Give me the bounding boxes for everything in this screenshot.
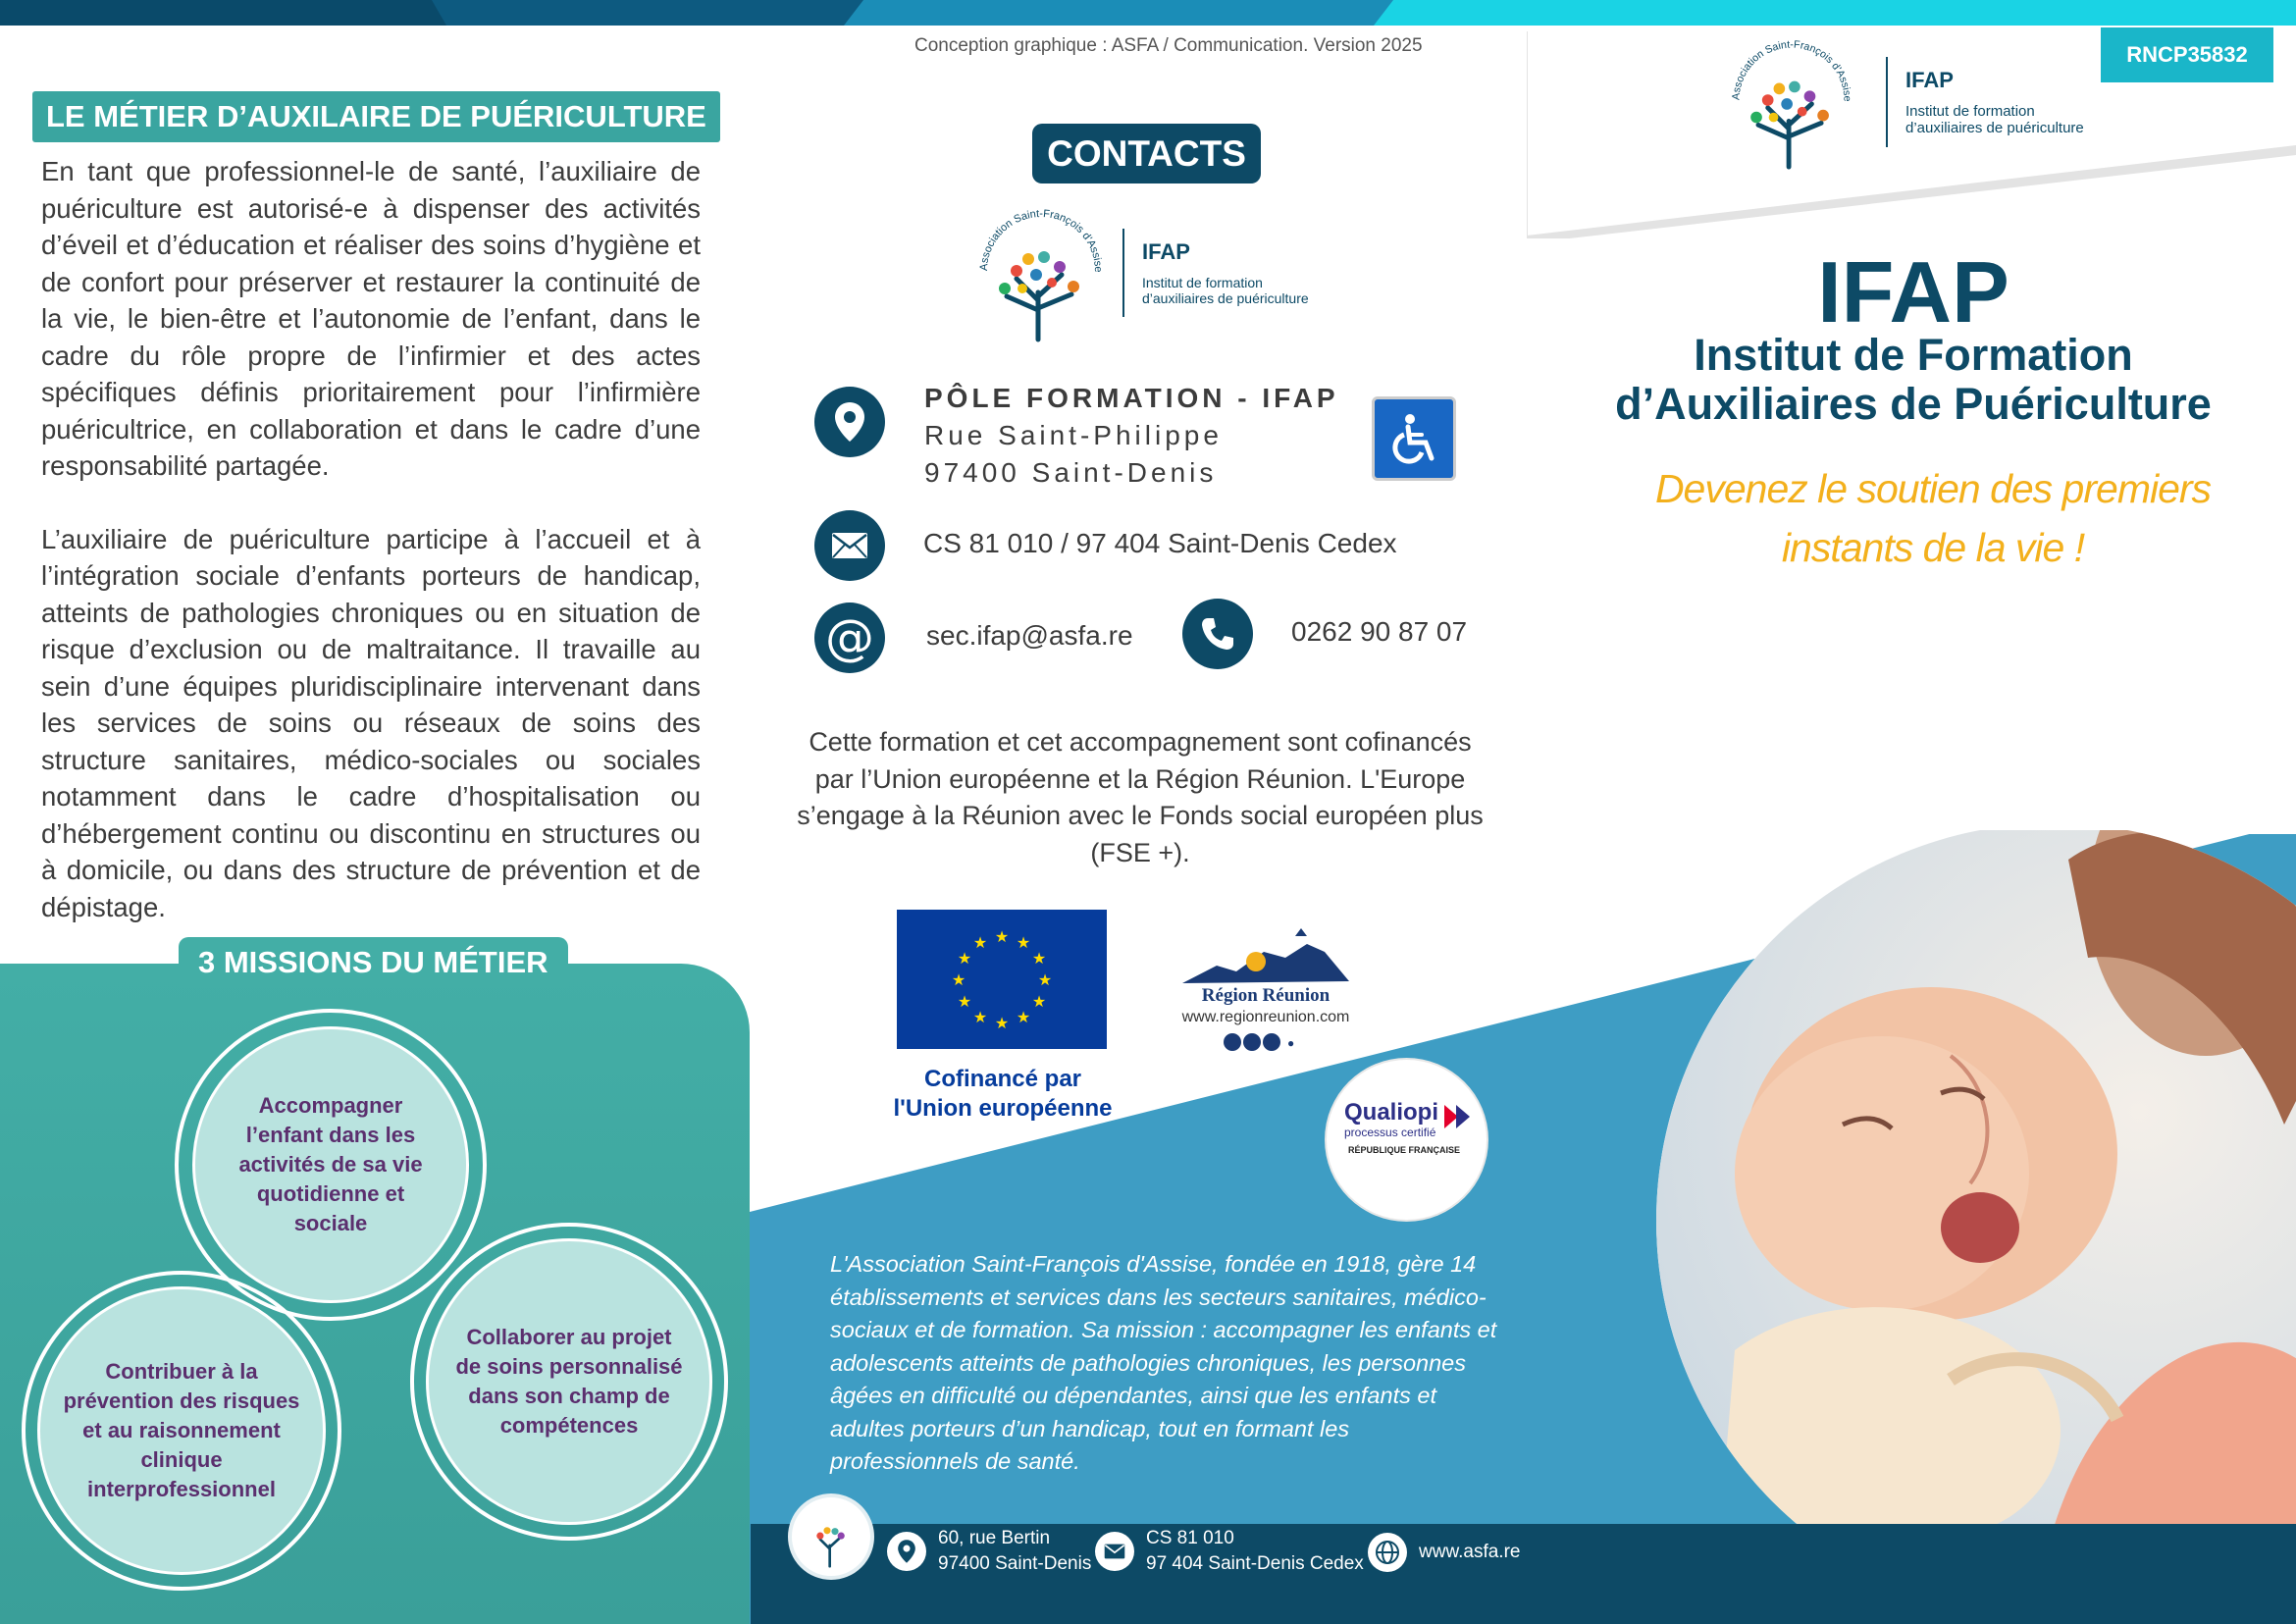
email-at-icon: @ xyxy=(814,602,885,673)
footer-postal-line-2: 97 404 Saint-Denis Cedex xyxy=(1146,1553,1364,1574)
svg-text:★: ★ xyxy=(972,1008,988,1026)
wheelchair-accessible-icon xyxy=(1372,396,1456,481)
region-name: Région Réunion xyxy=(1201,985,1331,1006)
logo-name: IFAP xyxy=(1905,68,1954,92)
svg-text:★: ★ xyxy=(1031,992,1047,1011)
logo-line-2: d’auxiliaires de puériculture xyxy=(1142,290,1309,306)
footer-postal-line-1: CS 81 010 xyxy=(1146,1528,1234,1548)
footer-postal xyxy=(1095,1526,1364,1577)
cover-subtitle-line-2: d’Auxiliaires de Puériculture xyxy=(1615,379,2212,429)
cover-title: IFAP xyxy=(1817,243,2009,341)
email-link[interactable]: sec.ifap@asfa.re xyxy=(926,620,1133,651)
mail-envelope-icon xyxy=(814,510,885,581)
top-decorative-band xyxy=(0,0,2296,26)
region-url: www.regionreunion.com xyxy=(1181,1009,1350,1025)
svg-text:Association Saint-François d'A xyxy=(978,208,1104,273)
logo-arc-text: Association Saint-François d'Assise xyxy=(1730,38,1853,102)
svg-text:★: ★ xyxy=(972,933,988,952)
ifap-logo-cover xyxy=(1715,33,2084,171)
tagline-line-2: instants de la vie ! xyxy=(1781,525,2085,570)
tagline-line-1: Devenez le soutien des premiers xyxy=(1654,466,2212,511)
eu-caption-line-2: l'Union européenne xyxy=(893,1095,1113,1122)
footer-globe-icon xyxy=(1368,1533,1407,1572)
tree-logo-icon xyxy=(1715,33,1868,171)
tree-logo-icon xyxy=(977,202,1105,343)
qualiopi-badge xyxy=(1327,1060,1487,1220)
svg-text:Association Saint-François d'A xyxy=(1730,39,1852,102)
contacts-heading: CONTACTS xyxy=(1032,124,1261,183)
svg-text:★: ★ xyxy=(1031,949,1047,968)
cover-subtitle-line-1: Institut de Formation xyxy=(1694,330,2133,380)
svg-text:★: ★ xyxy=(1016,1008,1031,1026)
ifap-logo-middle xyxy=(977,202,1309,343)
association-description: L'Association Saint-François d'Assise, fondée en 1918, gère 14 établissements et services dans les secteurs sanitaires, médico-sociaux et de formation. Sa mission : accompagner les enfants et adolescents atteints de pathologies chroniques, les personnes âgées en difficulté ou dépendantes, ainsi que les enfants et adultes porteurs d’un handicap, tout en formant les professionnels de santé. xyxy=(830,1251,1497,1474)
job-section-title: LE MÉTIER D’AUXILAIRE DE PUÉRICULTURE xyxy=(32,91,720,142)
design-credit: Conception graphique : ASFA / Communication. Version 2025 xyxy=(914,35,1423,56)
qualiopi-rf: RÉPUBLIQUE FRANÇAISE xyxy=(1348,1145,1461,1155)
phone-icon xyxy=(1182,599,1253,669)
cofinancing-text: Cette formation et cet accompagnement sont cofinancés par l’Union européenne et la Région Réunion. L'Europe s’engage à la Réunion avec le Fonds social européen plus (FSE +). xyxy=(797,727,1484,867)
mission-bubble-2 xyxy=(410,1223,728,1541)
address-city: 97400 Saint-Denis xyxy=(924,457,1218,488)
footer-address-line-1: 60, rue Bertin xyxy=(938,1528,1051,1548)
address-street: Rue Saint-Philippe xyxy=(924,420,1223,450)
svg-text:★: ★ xyxy=(1016,933,1031,952)
cover-subtitle xyxy=(1531,331,2296,429)
qualiopi-sub: processus certifié xyxy=(1344,1126,1436,1139)
svg-text:★: ★ xyxy=(994,927,1010,946)
footer-website-link[interactable]: www.asfa.re xyxy=(1419,1542,1521,1562)
logo-line-1: Institut de formation xyxy=(1905,103,2035,120)
job-paragraph-1: En tant que professionnel-le de santé, l’auxiliaire de puériculture est autorisé-e à dispenser des activités d’éveil et d’éducation et réaliser des soins d’hygiène et de confort pour préserver et restaurer la continuité de la vie, le bien-être et l’autonomie de l’enfant, dans le cadre du rôle propre de l’infirmier et des actes spécifiques définis prioritairement pour l’infirmière puéricultrice, en collaboration et dans le cadre d’une responsabilité partagée. xyxy=(41,156,701,481)
logo-name: IFAP xyxy=(1142,239,1190,264)
footer-association-logo xyxy=(788,1493,874,1580)
mission-bubble-1 xyxy=(175,1009,487,1321)
logo-line-1: Institut de formation xyxy=(1142,275,1263,290)
logo-line-2: d’auxiliaires de puériculture xyxy=(1905,120,2084,136)
missions-title: 3 MISSIONS DU MÉTIER xyxy=(179,937,568,988)
location-pin-icon xyxy=(814,387,885,457)
cover-tagline xyxy=(1590,459,2276,577)
svg-text:★: ★ xyxy=(957,992,972,1011)
phone-number[interactable]: 0262 90 87 07 xyxy=(1291,616,1468,647)
footer-mail-icon xyxy=(1095,1532,1134,1571)
svg-text:★: ★ xyxy=(994,1014,1010,1032)
postal-address: CS 81 010 / 97 404 Saint-Denis Cedex xyxy=(923,528,1397,558)
qualiopi-name: Qualiopi xyxy=(1344,1099,1438,1126)
baby-photo xyxy=(1656,830,2296,1624)
svg-text:●: ● xyxy=(1287,1036,1295,1050)
address-title: PÔLE FORMATION - IFAP xyxy=(924,383,1339,413)
footer-address-line-2: 97400 Saint-Denis xyxy=(938,1553,1092,1574)
footer-address xyxy=(887,1526,1091,1577)
eu-caption-line-1: Cofinancé par xyxy=(923,1066,1082,1092)
rncp-badge: RNCP35832 xyxy=(2101,27,2273,82)
job-description xyxy=(41,153,701,925)
mission-1-text: Accompagner l’enfant dans les activités de sa vie quotidienne et sociale xyxy=(238,1093,423,1235)
job-paragraph-2: L’auxiliaire de puériculture participe à l’accueil et à l’intégration sociale d’enfants porteurs de handicap, atteints de pathologies chroniques ou en situation de risque d’exclusion ou de maltraitance. Il travaille au sein d’une équipes pluridisciplinaire intervenant dans les services de soins ou réseaux de soins des structure sanitaires, médico-sociales ou sociales notamment dans le cadre d’hospitalisation ou d’hébergement continu ou discontinu en structures ou à domicile, ou dans des structure de prévention et de dépistage. xyxy=(41,523,701,922)
svg-text:★: ★ xyxy=(1037,970,1053,989)
svg-text:★: ★ xyxy=(957,949,972,968)
footer-website[interactable] xyxy=(1368,1533,1520,1572)
mission-2-text: Collaborer au projet de soins personnalisé dans son champ de compétences xyxy=(455,1325,683,1438)
mission-bubble-3 xyxy=(22,1271,341,1591)
svg-text:★: ★ xyxy=(951,970,966,989)
logo-arc-text: Association Saint-François d'Assise xyxy=(977,207,1105,273)
qualiopi-arrow-icon xyxy=(1444,1103,1474,1130)
mission-3-text: Contribuer à la prévention des risques et au raisonnement clinique interprofessionnel xyxy=(63,1359,300,1501)
footer-pin-icon xyxy=(887,1532,926,1571)
